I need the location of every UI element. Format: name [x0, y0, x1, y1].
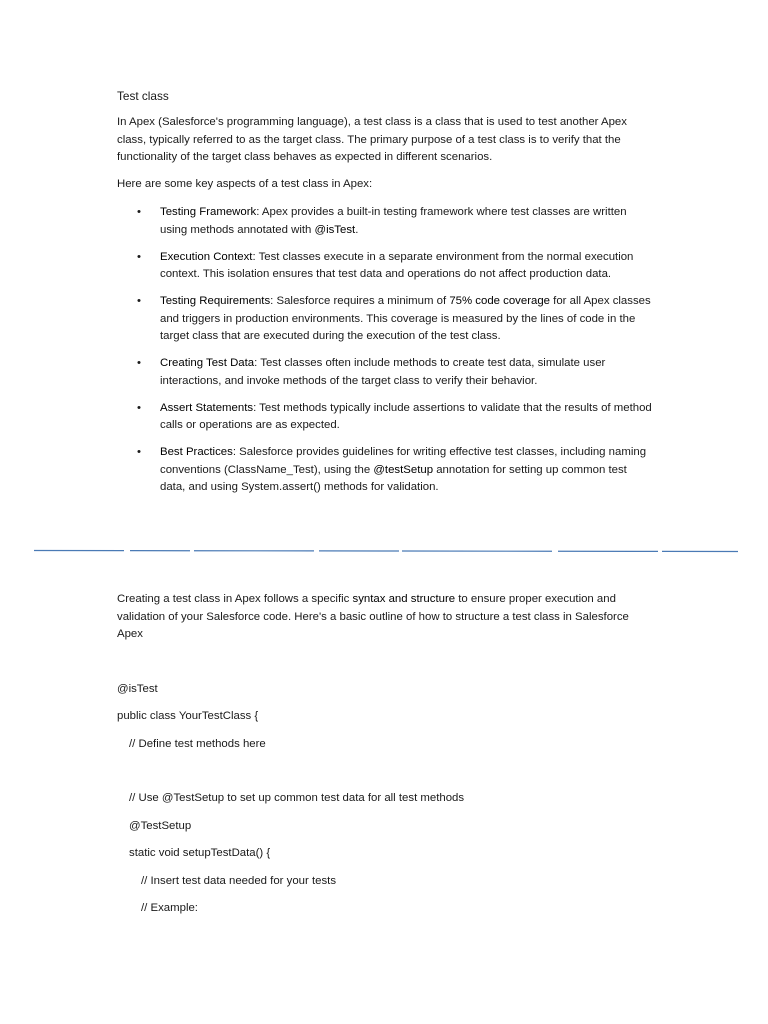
aspect-text: : Test classes often include methods to create test data, simulate user interactions, and invoke methods of the target class to verify their behavior. — [160, 357, 606, 387]
bullet-icon: • — [137, 357, 141, 369]
code-comment: // Insert test data needed for your tests — [141, 875, 337, 887]
aspect-term: Assert Statements — [160, 401, 254, 414]
aspect-text: : Test methods typically include assertions to validate that the results of method calls or operations are as expected. — [160, 401, 652, 431]
list-item — [117, 204, 652, 239]
code-line: @TestSetup — [129, 820, 192, 832]
aspect-emphasis: @isTest — [314, 223, 356, 236]
horizontal-divider — [34, 549, 738, 553]
list-item — [117, 249, 652, 284]
aspect-text: : Salesforce requires a minimum of — [270, 295, 450, 307]
code-line: @isTest — [117, 683, 158, 695]
structure-emphasis: syntax and structure — [352, 593, 456, 605]
aspect-text-end: annotation for setting up common test data, and using System.assert() methods for validation. — [160, 463, 627, 493]
list-item — [117, 355, 652, 390]
bullet-icon: • — [137, 401, 141, 414]
section-heading: Test class — [117, 89, 169, 103]
bullet-icon: • — [137, 206, 141, 218]
aspect-text: : Apex provides a built-in testing framework where test classes are written using methods annotated with — [160, 206, 627, 236]
aspect-term: Best Practices — [160, 446, 233, 458]
aspect-term: Creating Test Data — [160, 357, 255, 369]
aspects-list — [117, 204, 652, 506]
structure-text-end: to ensure proper execution and validation of your Salesforce code. Here's a basic outline of how to structure a test class in Salesforce Apex — [117, 593, 629, 640]
aspect-text: : Test classes execute in a separate environment from the normal execution context. This isolation ensures that test data and operations do not affect production data. — [160, 250, 634, 280]
aspect-text: : Salesforce provides guidelines for writing effective test classes, including naming conventions (ClassName_Test), using the — [160, 446, 647, 476]
intro-paragraph: In Apex (Salesforce's programming language), a test class is a class that is used to test another Apex class, typically referred to as the target class. The primary purpose of a test class is to verify that the functionality of the target class behaves as expected in different scenarios. — [117, 116, 627, 163]
aspect-term: Execution Context — [160, 250, 253, 263]
code-line: public class YourTestClass { — [117, 710, 259, 722]
aspects-lead-paragraph: Here are some key aspects of a test class in Apex: — [117, 178, 373, 190]
aspect-text-end: . — [355, 223, 359, 236]
code-comment: // Example: — [141, 902, 198, 914]
aspect-text-end: for all Apex classes and triggers in production environments. This coverage is measured by the lines of code in the target class that are executed during the execution of the test class. — [160, 295, 651, 342]
list-item — [117, 400, 652, 435]
structure-paragraph — [117, 591, 647, 644]
code-line: static void setupTestData() { — [129, 847, 271, 859]
aspect-emphasis: 75% code coverage — [449, 295, 551, 307]
list-item — [117, 444, 652, 497]
aspect-emphasis: @testSetup — [373, 463, 434, 476]
aspect-term: Testing Framework — [160, 206, 257, 218]
bullet-icon: • — [137, 295, 141, 307]
aspect-term: Testing Requirements — [160, 295, 271, 307]
structure-text: Creating a test class in Apex follows a specific — [117, 593, 353, 605]
code-comment: // Define test methods here — [129, 738, 266, 750]
list-item — [117, 293, 652, 346]
bullet-icon: • — [137, 446, 141, 458]
bullet-icon: • — [137, 250, 141, 263]
code-comment: // Use @TestSetup to set up common test data for all test methods — [129, 792, 465, 804]
